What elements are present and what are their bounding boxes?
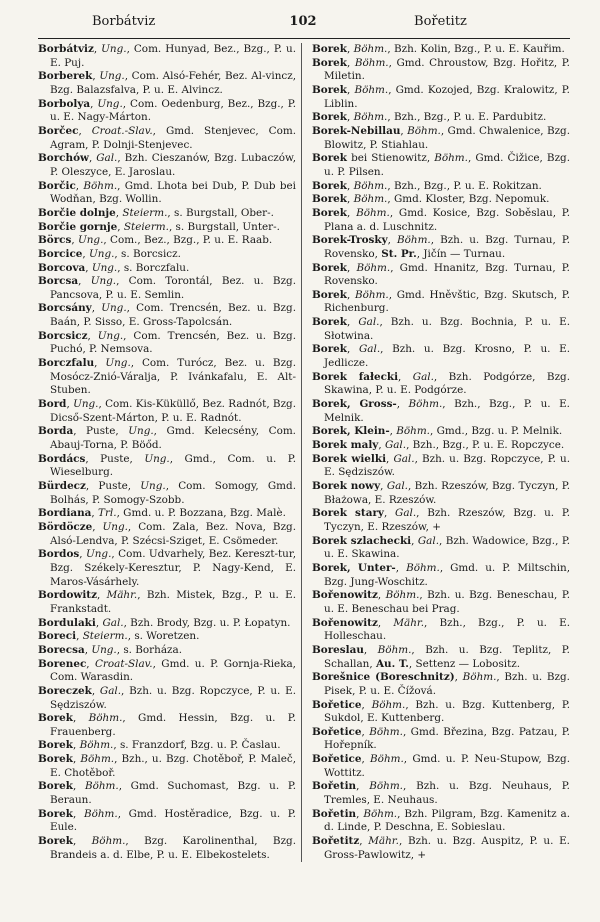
gazetteer-entry: Borek fałecki, Gal., Bzh. Podgórze, Bzg. Skawina, P. u. E. Podgórze. [312,370,570,397]
gazetteer-entry: Borek, Böhm., Bzh., Bzg., P. u. E. Rokitzan. [312,179,542,192]
gazetteer-entry: Bořetin, Böhm., Bzh. u. Bzg. Neuhaus, P. Tremles, E. Neuhaus. [312,780,570,807]
gazetteer-entry: Borčie dolnje, Steierm., s. Burgstall, Ober-. [38,206,274,219]
gazetteer-entry: Borek, Böhm., Gmd. Hnanitz, Bzg. Turnau, P. Rovensko. [312,261,570,288]
gazetteer-entry: Boreslau, Böhm., Bzh. u. Bzg. Teplitz, P. Schallan, Au. T., Settenz — Lobositz. [312,643,570,670]
gazetteer-entry: Borek, Böhm., Bzh. Kolin, Bzg., P. u. E. Kauřim. [312,43,565,55]
gazetteer-entry: Borek nowy, Gal., Bzh. Rzeszów, Bzg. Tyczyn, P. Błażowa, E. Rzeszów. [312,480,570,506]
gazetteer-entry: Bord, Ung., Com. Kis-Küküllő, Bez. Radnót, Bzg. Dicső-Szent-Márton, P. u. E. Radnót. [38,398,296,424]
gazetteer-entry: Borcova, Ung., s. Borczfalu. [38,261,190,274]
gazetteer-entry: Bořetin, Böhm., Bzh. Pilgram, Bzg. Kamenitz a. d. Linde, P. Deschna, E. Sobieslau. [312,807,571,834]
gazetteer-entry: Borek wielki, Gal., Bzh. u. Bzg. Ropczyce, P. u. E. Sędziszów. [312,452,570,479]
gazetteer-entry: Borek bei Stienowitz, Böhm., Gmd. Čižice, Bzg. u. P. Pilsen. [312,152,570,178]
gazetteer-entry: Borčec, Croat.-Slav., Gmd. Stenjevec, Com. Agram, P. Dolnji-Stenjevec. [38,124,297,151]
gazetteer-entry: Borek, Gal., Bzh. u. Bzg. Bochnia, P. u. E. Słotwina. [312,316,571,342]
gazetteer-entry: Borek, Böhm., Gmd. Kloster, Bzg. Nepomuk. [312,193,550,206]
gazetteer-entry: Borek stary, Gal., Bzh. Rzeszów, Bzg. u. P. Tyczyn, E. Rzeszów, + [312,507,571,533]
gazetteer-entry: Borek, Böhm., Bzg. Karolinenthal, Bzg. Brandeis a. d. Elbe, P. u. E. Elbekostelets. [38,835,296,861]
left-column [38,43,296,862]
gazetteer-entry: Borek, Unter-, Böhm., Gmd. u. P. Miltschin, Bzg. Jung-Woschitz. [312,561,571,588]
gazetteer-entry: Borek, Klein-, Böhm., Gmd., Bzg. u. P. Melnik. [312,425,563,438]
gazetteer-entry: Bořetitz, Mähr., Bzh. u. Bzg. Auspitz, P. u. E. Gross-Pawlowitz, + [312,835,570,861]
gazetteer-entry: Bördöcze, Ung., Com. Zala, Bez. Nova, Bzg. Alsó-Lendva, P. Szécsi-Sziget, E. Csömeder. [38,520,296,547]
gazetteer-entry: Bořetice, Böhm., Gmd. Březina, Bzg. Patzau, P. Hořepník. [312,725,570,752]
gazetteer-entry: Börcs, Ung., Com., Bez., Bzg., P. u. E. Raab. [38,234,273,247]
gazetteer-entry: Borcsány, Ung., Com. Trencsén, Bez. u. Bzg. Baán, P. Sisso, E. Gross-Tapolcsán. [38,302,296,329]
gazetteer-entry: Bořenowitz, Böhm., Bzh. u. Bzg. Beneschau, P. u. E. Beneschau bei Prag. [312,589,570,615]
gazetteer-entry: Borenec, Croat-Slav., Gmd. u. P. Gornja-Rieka, Com. Warasdin. [38,657,296,684]
gazetteer-entry: Borek, Gross-, Böhm., Bzh., Bzg., P. u. E. Melnik. [312,398,570,424]
gazetteer-entry: Borek-Trosky, Böhm., Bzh. u. Bzg. Turnau, P. Rovensko, St. Pr., Jičín — Turnau. [312,234,571,260]
running-header [38,14,570,32]
page-number: 102 [289,14,317,29]
gazetteer-entry: Borek, Böhm., Gmd. Hessin, Bzg. u. P. Frauenberg. [38,712,296,738]
gazetteer-entry: Borbátviz, Ung., Com. Hunyad, Bez., Bzg., P. u. E. Puj. [38,43,296,69]
gazetteer-entry: Borczfalu, Ung., Com. Turócz, Bez. u. Bzg. Mosócz-Zniό-Váralja, P. Ivánkafalu, E. Alt-Stuben. [38,357,296,397]
gazetteer-entry: Bürdecz, Puste, Ung., Com. Somogy, Gmd. Bolhás, P. Somogy-Szobb. [38,480,296,506]
gazetteer-entry: Borčie gornje, Steierm., s. Burgstall, Unter-. [38,220,280,233]
gazetteer-entry: Borek, Böhm., Bzh., Bzg., P. u. E. Pardubitz. [312,111,547,124]
gazetteer-entry: Borek, Gal., Bzh. u. Bzg. Krosno, P. u. E. Jedlicze. [312,343,571,370]
gazetteer-entry: Boreczek, Gal., Bzh. u. Bzg. Ropczyce, P. u. E. Sędziszów. [38,684,296,711]
gazetteer-entry: Borčic, Böhm., Gmd. Lhota bei Dub, P. Dub bei Wodňan, Bzg. Wollin. [38,179,296,206]
header-left-keyword: Borbátviz [92,14,156,29]
right-column [312,43,570,862]
gazetteer-entry: Bordács, Puste, Ung., Gmd., Com. u. P. Wieselburg. [38,452,296,479]
gazetteer-entry: Borek, Böhm., Gmd. Chroustow, Bzg. Hořitz, P. Miletin. [312,56,570,83]
gazetteer-entry: Boreci, Steierm., s. Woretzen. [38,630,200,643]
gazetteer-entry: Borchów, Gal., Bzh. Cieszanów, Bzg. Lubaczów, P. Oleszyce, E. Jaroslau. [38,152,296,178]
gazetteer-entry: Borek, Böhm., Gmd. Hostěradice, Bzg. u. P. Eule. [38,807,296,834]
gazetteer-entry: Bordowitz, Mähr., Bzh. Mistek, Bzg., P. u. E. Frankstadt. [38,589,296,615]
gazetteer-entry: Bordos, Ung., Com. Udvarhely, Bez. Kereszt-tur, Bzg. Székely-Keresztur, P. Nagy-Kend, E. Maros-Vásárhely. [38,548,296,588]
gazetteer-entry: Borbolya, Ung., Com. Oedenburg, Bez., Bzg., P. u. E. Nagy-Márton. [38,97,296,124]
gazetteer-entry: Borek, Böhm., Bzh., u. Bzg. Chotěboř, P. Maleč, E. Chotěboř. [38,753,297,779]
gazetteer-entry: Borešnice (Boreschnitz), Böhm., Bzh. u. Bzg. Pisek, P. u. E. Čížová. [312,671,570,697]
gazetteer-entry: Borek, Böhm., Gmd. Kosice, Bzg. Soběslau, P. Plana a. d. Luschnitz. [312,206,570,233]
gazetteer-entry: Bořetice, Böhm., Gmd. u. P. Neu-Stupow, Bzg. Wottitz. [312,753,570,779]
gazetteer-entry: Borek, Böhm., Gmd. Suchomast, Bzg. u. P. Beraun. [38,780,297,807]
gazetteer-columns [38,43,570,862]
column-divider [301,43,302,862]
gazetteer-entry: Borek, Böhm., Gmd. Hněvštic, Bzg. Skutsch, P. Richenburg. [312,288,570,315]
gazetteer-entry: Bořenowitz, Mähr., Bzh., Bzg., P. u. E. Holleschau. [312,616,571,643]
header-rule [38,38,570,39]
gazetteer-entry: Borcice, Ung., s. Borcsicz. [38,247,181,260]
gazetteer-entry: Bordulaki, Gal., Bzh. Brody, Bzg. u. P. Łopatyn. [38,616,291,629]
gazetteer-entry: Borecsa, Ung., s. Borháza. [38,643,182,656]
header-right-keyword: Bořetitz [414,14,467,29]
gazetteer-entry: Bořetice, Böhm., Bzh. u. Bzg. Kuttenberg, P. Sukdol, E. Kuttenberg. [312,698,571,725]
gazetteer-entry: Bordiana, Trl., Gmd. u. P. Bozzana, Bzg. Malè. [38,507,286,520]
gazetteer-entry: Borberek, Ung., Com. Alsó-Fehér, Bez. Al-vincz, Bzg. Balazsfalva, P. u. E. Alvincz. [38,70,296,96]
gazetteer-entry: Borda, Puste, Ung., Gmd. Kelecsény, Com. Abauj-Torna, P. Böőd. [38,425,296,452]
gazetteer-entry: Borcsicz, Ung., Com. Trencsén, Bez. u. Bzg. Puchó, P. Nemsova. [38,329,297,356]
gazetteer-entry: Borek-Nebillau, Böhm., Gmd. Chwalenice, Bzg. Blowitz, P. Stiahlau. [312,124,571,151]
gazetteer-entry: Borek maly, Gal., Bzh., Bzg., P. u. E. Ropczyce. [312,439,565,452]
gazetteer-entry: Borcsa, Ung., Com. Torontál, Bez. u. Bzg. Pancsova, P. u. E. Semlin. [38,275,297,301]
gazetteer-entry: Borek, Böhm., Gmd. Kozojed, Bzg. Kralowitz, P. Liblin. [312,83,570,110]
gazetteer-entry: Borek, Böhm., s. Franzdorf, Bzg. u. P. Časlau. [38,739,281,752]
gazetteer-entry: Borek szlachecki, Gal., Bzh. Wadowice, Bzg., P. u. E. Skawina. [312,534,571,561]
